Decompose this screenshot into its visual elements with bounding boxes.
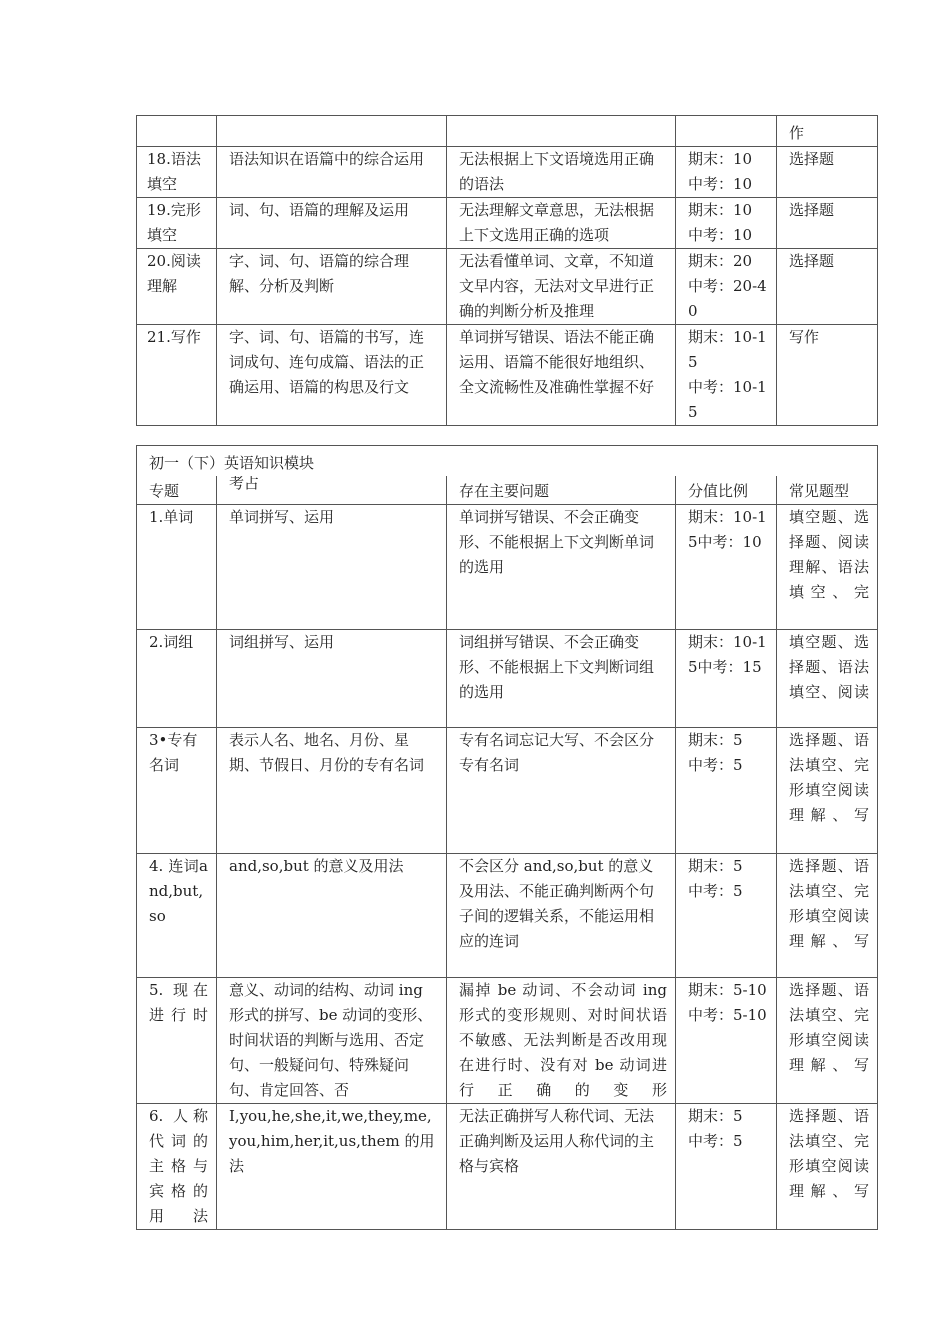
table-title-row	[137, 446, 878, 477]
score-cell: 期末：10 中考：10	[676, 198, 777, 249]
topic-cell: 1.单词	[137, 505, 217, 630]
score-cell: 期末：10 中考：10	[676, 147, 777, 198]
topic-cell: 4. 连词and,but,so	[137, 854, 217, 978]
topic-cell: 21.写作	[137, 325, 217, 426]
type-cell: 选择题、语法填空、完形填空阅读理解、写	[777, 728, 878, 854]
score-cell: 期末：5 中考：5	[676, 854, 777, 978]
table-cell	[137, 116, 217, 147]
type-cell: 选择题、语法填空、完形填空阅读理解、写	[777, 854, 878, 978]
type-cell: 填空题、选择题、语法填空、阅读	[777, 630, 878, 728]
table-row	[137, 630, 878, 728]
score-cell: 期末：5 中考：5	[676, 728, 777, 854]
header-type: 常见题型	[777, 476, 878, 505]
focus-cell: 字、词、句、语篇的综合理解、分析及判断	[217, 249, 447, 325]
header-problem: 存在主要问题	[447, 476, 676, 505]
table-cell	[217, 116, 447, 147]
problem-cell: 专有名词忘记大写、不会区分专有名词	[447, 728, 676, 854]
table-row	[137, 325, 878, 426]
focus-cell: 表示人名、地名、月份、星期、节假日、月份的专有名词	[217, 728, 447, 854]
topic-cell: 3•专有名词	[137, 728, 217, 854]
header-focus-label: 考占	[229, 476, 260, 492]
table-row	[137, 249, 878, 325]
score-cell: 期末：10-15中考：10	[676, 505, 777, 630]
header-focus	[217, 476, 447, 505]
focus-cell: 单词拼写、运用	[217, 505, 447, 630]
topic-cell: 19.完形填空	[137, 198, 217, 249]
problem-cell: 漏掉 be 动词、不会动词 ing 形式的变形规则、对时间状语不敏感、无法判断是否改用现在进行时、没有对 be 动词进行正确的变形	[447, 978, 676, 1104]
table-cell	[777, 116, 878, 147]
focus-cell: 意义、动词的结构、动词 ing 形式的拼写、be 动词的变形、时间状语的判断与选用、否定句、一般疑问句、特殊疑问句、肯定回答、否	[217, 978, 447, 1104]
topic-cell: 6. 人称代词的主格与宾格的用法	[137, 1104, 217, 1230]
table-row	[137, 854, 878, 978]
problem-cell: 无法正确拼写人称代词、无法正确判断及运用人称代词的主格与宾格	[447, 1104, 676, 1230]
table-row	[137, 198, 878, 249]
table-row	[137, 147, 878, 198]
header-score: 分值比例	[676, 476, 777, 505]
table-title: 初一（下）英语知识模块	[137, 446, 878, 477]
problem-cell: 单词拼写错误、语法不能正确运用、语篇不能很好地组织、全文流畅性及准确性掌握不好	[447, 325, 676, 426]
type-cell: 写作	[777, 325, 878, 426]
topic-cell: 5. 现在进行时	[137, 978, 217, 1104]
table-row	[137, 978, 878, 1104]
table-row	[137, 116, 878, 147]
table-row	[137, 1104, 878, 1230]
score-cell: 期末：5-10 中考：5-10	[676, 978, 777, 1104]
focus-cell: I,you,he,she,it,we,they,me,you,him,her,it,us,them 的用法	[217, 1104, 447, 1230]
score-cell: 期末：20 中考：20-40	[676, 249, 777, 325]
type-cell: 选择题	[777, 147, 878, 198]
problem-cell: 无法看懂单词、文章，不知道文早内容，无法对文早进行正确的判断分析及推理	[447, 249, 676, 325]
type-cell: 选择题	[777, 198, 878, 249]
table-cell	[447, 116, 676, 147]
focus-cell: and,so,but 的意义及用法	[217, 854, 447, 978]
problem-cell: 无法根据上下文语境选用正确的语法	[447, 147, 676, 198]
score-cell: 期末：10-15 中考：10-15	[676, 325, 777, 426]
table-cell	[676, 116, 777, 147]
problem-cell: 单词拼写错误、不会正确变形、不能根据上下文判断单词的选用	[447, 505, 676, 630]
table-row	[137, 505, 878, 630]
table-row	[137, 728, 878, 854]
type-cell: 选择题	[777, 249, 878, 325]
cell-text: 作	[789, 124, 805, 142]
type-cell: 选择题、语法填空、完形填空阅读理解、写	[777, 1104, 878, 1230]
problem-cell: 无法理解文章意思，无法根据上下文选用正确的选项	[447, 198, 676, 249]
table-header-row	[137, 476, 878, 505]
topic-cell: 20.阅读理解	[137, 249, 217, 325]
type-cell: 选择题、语法填空、完形填空阅读理解、写	[777, 978, 878, 1104]
score-cell: 期末：5 中考：5	[676, 1104, 777, 1230]
problem-cell: 词组拼写错误、不会正确变形、不能根据上下文判断词组的选用	[447, 630, 676, 728]
score-cell: 期末：10-15中考：15	[676, 630, 777, 728]
topic-cell: 18.语法填空	[137, 147, 217, 198]
focus-cell: 语法知识在语篇中的综合运用	[217, 147, 447, 198]
problem-cell: 不会区分 and,so,but 的意义及用法、不能正确判断两个句子间的逻辑关系，不能运用相应的连词	[447, 854, 676, 978]
focus-cell: 词组拼写、运用	[217, 630, 447, 728]
header-topic: 专题	[137, 476, 217, 505]
topic-cell: 2.词组	[137, 630, 217, 728]
type-cell: 填空题、选择题、阅读理解、语法填空、完	[777, 505, 878, 630]
focus-cell: 词、句、语篇的理解及运用	[217, 198, 447, 249]
knowledge-module-table	[136, 445, 878, 1230]
focus-cell: 字、词、句、语篇的书写，连词成句、连句成篇、语法的正确运用、语篇的构思及行文	[217, 325, 447, 426]
exam-table-continued	[136, 115, 878, 426]
